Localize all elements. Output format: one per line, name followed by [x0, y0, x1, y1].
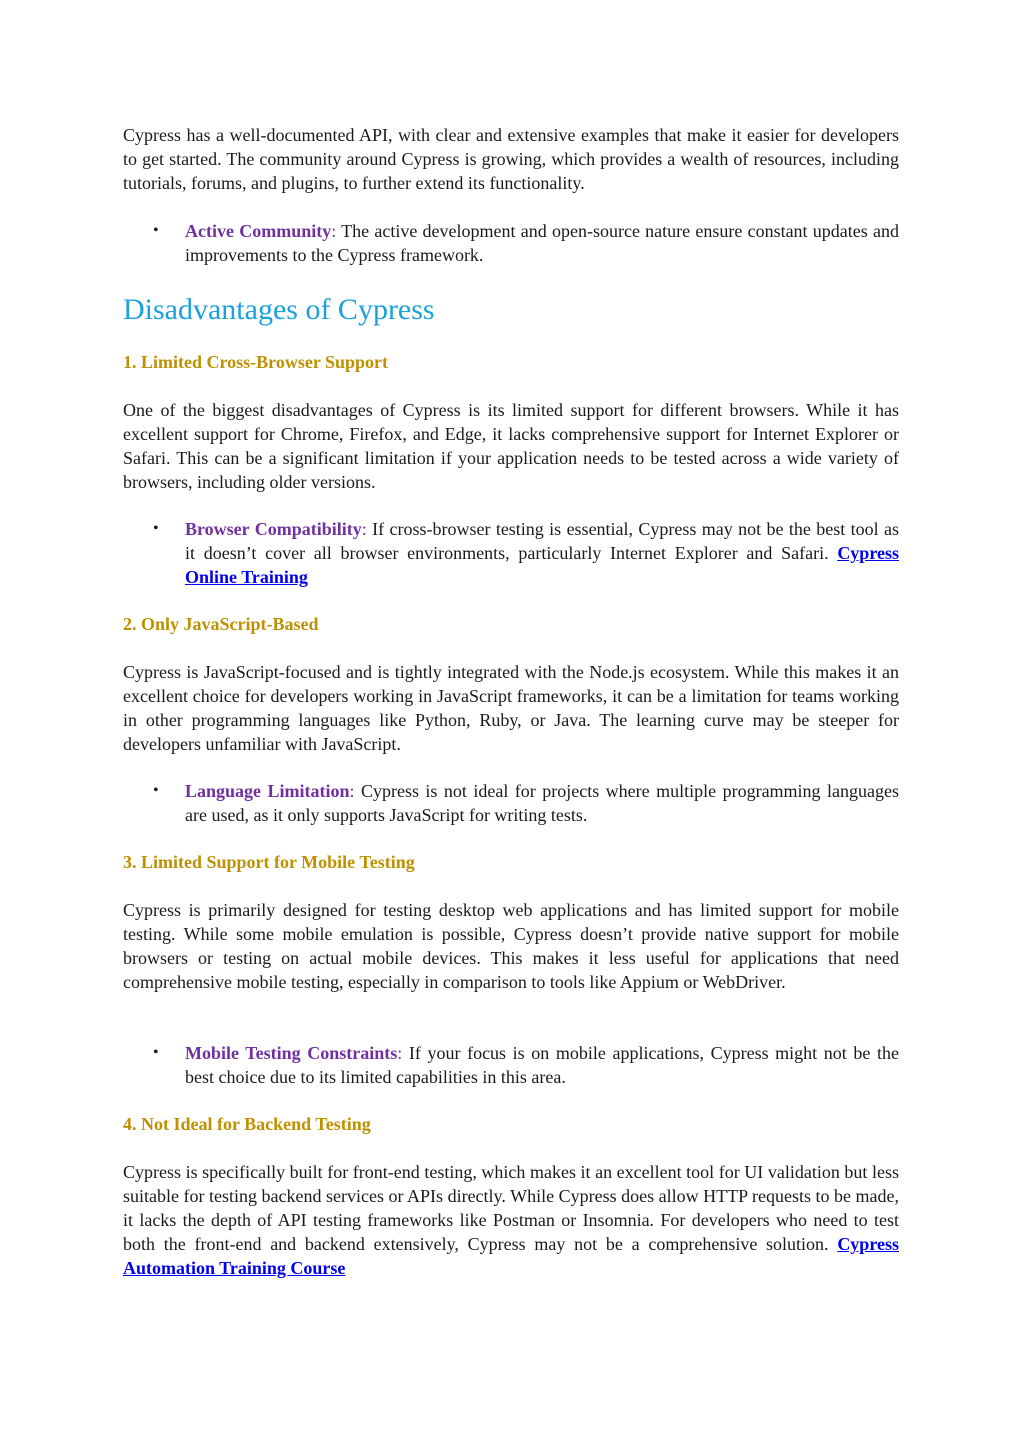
section-paragraph: Cypress is primarily designed for testing desktop web applications and has limited support for mobile testing. While some mobile emulation is possible, Cypress doesn’t provide native support for mobile browsers or testing on actual mobile devices. This makes it less useful for applications that need comprehensive mobile testing, especially in comparison to tools like Appium or WebDriver.: [123, 900, 899, 992]
section-bullet-list: [123, 1041, 899, 1089]
bullet-term: Mobile Testing Constraints: [185, 1043, 398, 1063]
section-paragraph: [123, 1160, 899, 1280]
bullet-icon: •: [153, 782, 159, 799]
section-heading: 2. Only JavaScript-Based: [123, 614, 319, 634]
cypress-automation-training-course-link[interactable]: Cypress Automation Training Course: [123, 1234, 899, 1278]
bullet-text: If cross-browser testing is essential, Cypress may not be the best tool as it doesn’t cover all browser environments, particularly Internet Explorer and Safari.: [185, 519, 899, 563]
section-title: Disadvantages of Cypress: [123, 293, 435, 326]
cypress-online-training-link[interactable]: Cypress Online Training: [185, 543, 899, 587]
active-community-list: [123, 219, 899, 267]
section-bullet-list: [123, 779, 899, 827]
bullet-colon: :: [361, 519, 367, 539]
bullet-colon: :: [331, 221, 337, 241]
section-heading: 3. Limited Support for Mobile Testing: [123, 852, 415, 872]
list-item: [123, 1041, 899, 1089]
section-bullet-list: [123, 517, 899, 589]
bullet-term: Language Limitation: [185, 781, 350, 801]
section-heading: 1. Limited Cross-Browser Support: [123, 352, 389, 372]
bullet-text: Cypress is not ideal for projects where multiple programming languages are used, as it only supports JavaScript for writing tests.: [185, 781, 899, 825]
bullet-icon: •: [153, 222, 159, 239]
bullet-icon: •: [153, 520, 159, 537]
list-item: [123, 219, 899, 267]
section-paragraph: One of the biggest disadvantages of Cypress is its limited support for different browsers. While it has excellent support for Chrome, Firefox, and Edge, it lacks comprehensive support for Internet Explorer or Safari. This can be a significant limitation if your application needs to be tested across a wide variety of browsers, including older versions.: [123, 400, 899, 492]
intro-paragraph: Cypress has a well-documented API, with clear and extensive examples that make it easier for developers to get started. The community around Cypress is growing, which provides a wealth of resources, including tutorials, forums, and plugins, to further extend its functionality.: [123, 125, 899, 193]
bullet-text: The active development and open-source nature ensure constant updates and improvements to the Cypress framework.: [185, 221, 899, 265]
list-item: [123, 517, 899, 589]
bullet-colon: :: [397, 1043, 403, 1063]
bullet-term: Browser Compatibility: [185, 519, 362, 539]
bullet-icon: •: [153, 1044, 159, 1061]
section-paragraph: Cypress is JavaScript-focused and is tightly integrated with the Node.js ecosystem. While this makes it an excellent choice for developers working in JavaScript frameworks, it can be a limitation for teams working in other programming languages like Python, Ruby, or Java. The learning curve may be steeper for developers unfamiliar with JavaScript.: [123, 662, 899, 754]
section-heading: 4. Not Ideal for Backend Testing: [123, 1114, 371, 1134]
section-paragraph-text: Cypress is specifically built for front-end testing, which makes it an excellent tool for UI validation but less suitable for testing backend services or APIs directly. While Cypress does allow HTTP requests to be made, it lacks the depth of API testing frameworks like Postman or Insomnia. For developers who need to test both the front-end and backend extensively, Cypress may not be a comprehensive solution.: [123, 1162, 899, 1254]
bullet-term: Active Community: [185, 221, 332, 241]
list-item: [123, 779, 899, 827]
bullet-colon: :: [349, 781, 355, 801]
bullet-text: If your focus is on mobile applications, Cypress might not be the best choice due to its limited capabilities in this area.: [185, 1043, 899, 1087]
